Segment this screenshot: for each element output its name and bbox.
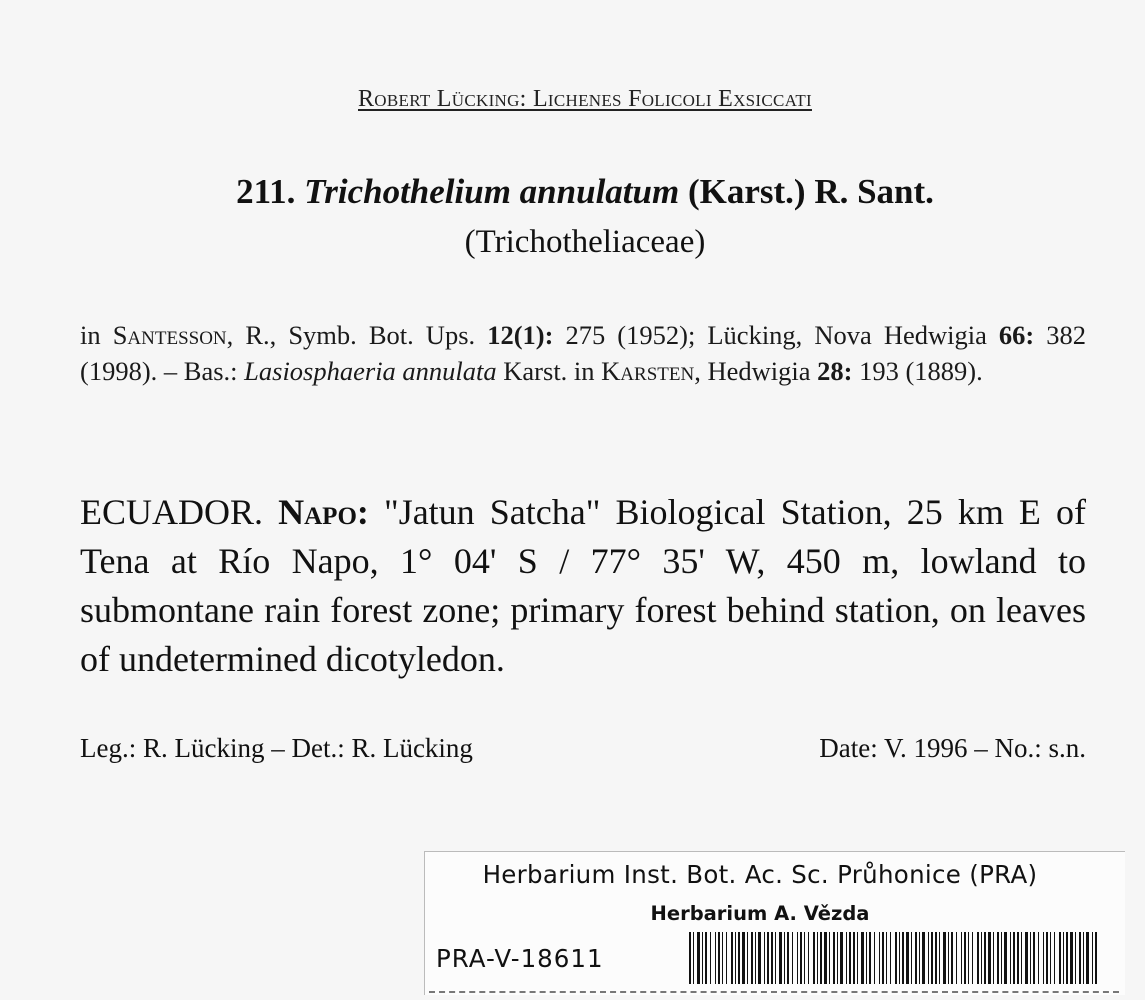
- citation-part-2: 275 (1952); Lücking, Nova Hedwigia: [565, 320, 987, 350]
- locality-text: "Jatun Satcha" Biological Station, 25 km E of Tena at Río Napo, 1° 04' S / 77° 35' W, 450 m, lowland to submontane rain forest zone; primary forest behind station, on leaves of undetermined dicotyledon.: [80, 492, 1087, 679]
- citation-author-2: Karsten: [601, 356, 695, 386]
- barcode-icon: [689, 932, 1097, 984]
- locality-country: ECUADOR.: [80, 492, 264, 532]
- citation-part-5: , Hedwigia: [694, 356, 811, 386]
- citation-author-1: Santesson: [112, 320, 227, 350]
- citation-part-4: Karst. in: [503, 356, 595, 386]
- herbarium-sticker: [424, 851, 1125, 995]
- species-name: Trichothelium annulatum: [304, 172, 680, 211]
- collector-determiner: Leg.: R. Lücking – Det.: R. Lücking: [80, 733, 473, 763]
- cut-line: [429, 991, 1119, 993]
- basionym-name: Lasiosphaeria annulata: [244, 356, 497, 386]
- locality-description: [80, 488, 1086, 684]
- species-heading: [0, 172, 1145, 212]
- series-title: Robert Lücking: Lichenes Folicoli Exsiccati: [358, 86, 812, 112]
- citation-part-3: 382 (1998). – Bas.:: [80, 320, 1087, 386]
- citation-volume-3: 28:: [817, 356, 853, 386]
- citation-part-1: , R., Symb. Bot. Ups.: [226, 320, 476, 350]
- herbarium-institution: Herbarium Inst. Bot. Ac. Sc. Průhonice (PRA): [482, 860, 1038, 889]
- literature-citation: [80, 317, 1086, 389]
- citation-in: in: [80, 320, 101, 350]
- citation-part-6: 193 (1889).: [859, 356, 983, 386]
- species-authority: (Karst.) R. Sant.: [687, 172, 934, 211]
- locality-region: Napo:: [278, 492, 369, 532]
- herbarium-collection: Herbarium A. Vězda: [650, 902, 870, 925]
- citation-volume-1: 12(1):: [487, 320, 554, 350]
- collection-date-number: Date: V. 1996 – No.: s.n.: [819, 733, 1086, 763]
- exsiccata-number: 211.: [236, 172, 296, 211]
- family-name: (Trichotheliaceae): [464, 224, 706, 260]
- specimen-id: PRA-V-18611: [436, 944, 604, 973]
- citation-volume-2: 66:: [998, 320, 1035, 350]
